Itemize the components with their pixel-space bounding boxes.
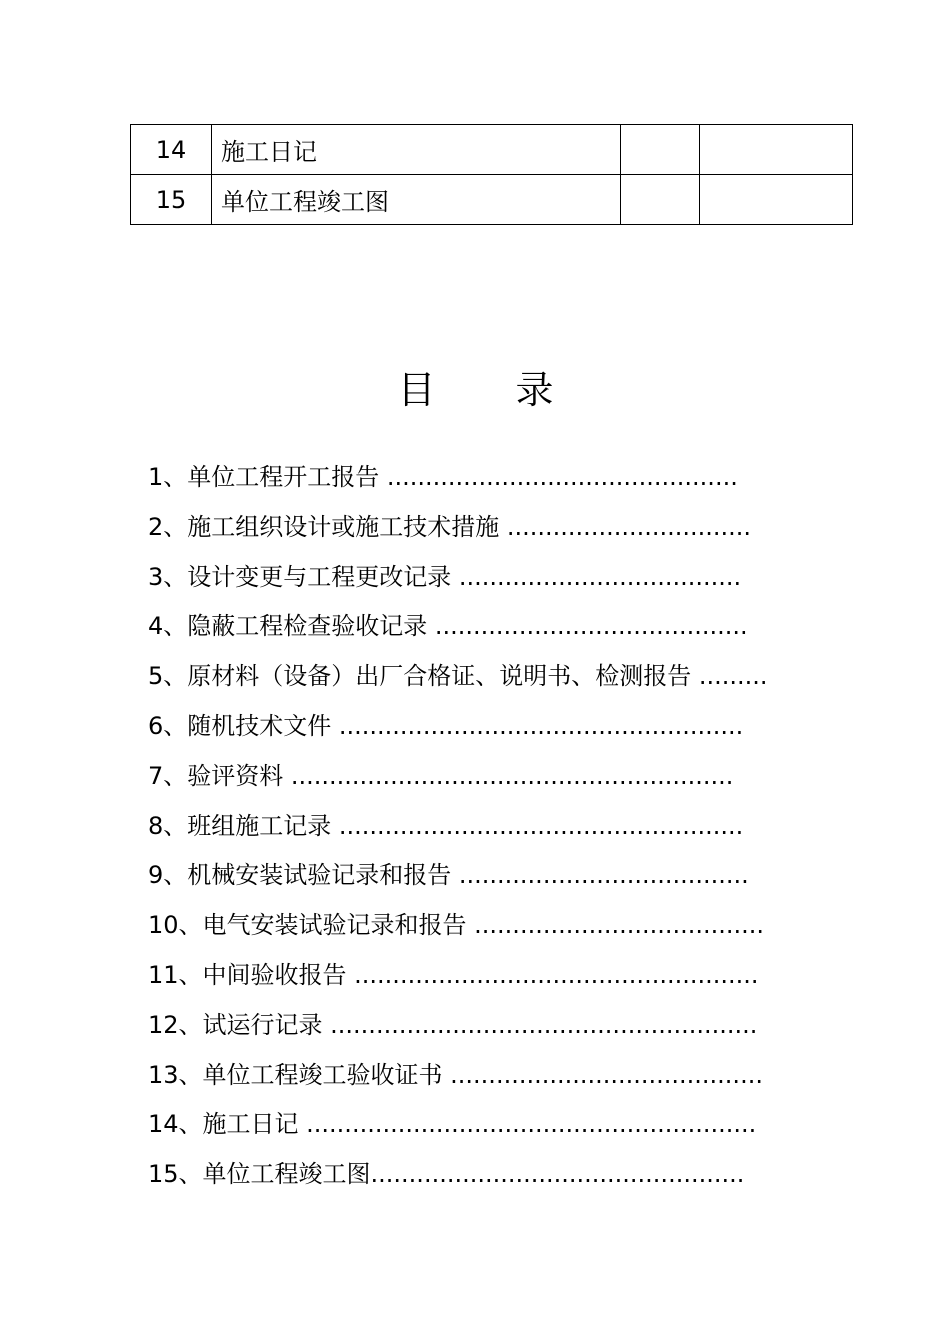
row-item-name: 施工日记 [212,125,621,175]
toc-item: 14、施工日记 ........................................................... [148,1110,757,1139]
toc-item: 1、单位工程开工报告 .............................................. [148,463,738,491]
row-empty-cell [700,175,853,225]
toc-item: 7、验评资料 .......................................................... [148,761,734,790]
row-empty-cell [621,125,700,175]
toc-item: 3、设计变更与工程更改记录 ..................................... [148,562,742,591]
toc-list [148,457,768,1204]
toc-item: 10、电气安装试验记录和报告 ...................................... [148,911,765,940]
toc-item: 2、施工组织设计或施工技术措施 ................................ [148,512,752,541]
table-row [131,175,853,225]
row-number: 15 [131,175,212,225]
document-table [130,124,853,225]
toc-title: 目 录 [397,368,588,412]
toc-item: 8、班组施工记录 ..................................................... [148,811,744,840]
toc-item: 13、单位工程竣工验收证书 ......................................... [148,1060,763,1089]
toc-item: 6、随机技术文件 ..................................................... [148,711,744,740]
toc-item: 5、原材料（设备）出厂合格证、说明书、检测报告 ......... [148,662,768,691]
row-empty-cell [700,125,853,175]
toc-item: 12、试运行记录 ........................................................ [148,1010,758,1039]
toc-item: 15、单位工程竣工图................................................. [148,1160,745,1189]
table-row [131,125,853,175]
toc-item: 9、机械安装试验记录和报告 ...................................... [148,861,749,890]
toc-item: 4、隐蔽工程检查验收记录 ......................................... [148,612,748,641]
row-empty-cell [621,175,700,225]
row-item-name: 单位工程竣工图 [212,175,621,225]
toc-item: 11、中间验收报告 ..................................................... [148,960,759,989]
row-number: 14 [131,125,212,175]
